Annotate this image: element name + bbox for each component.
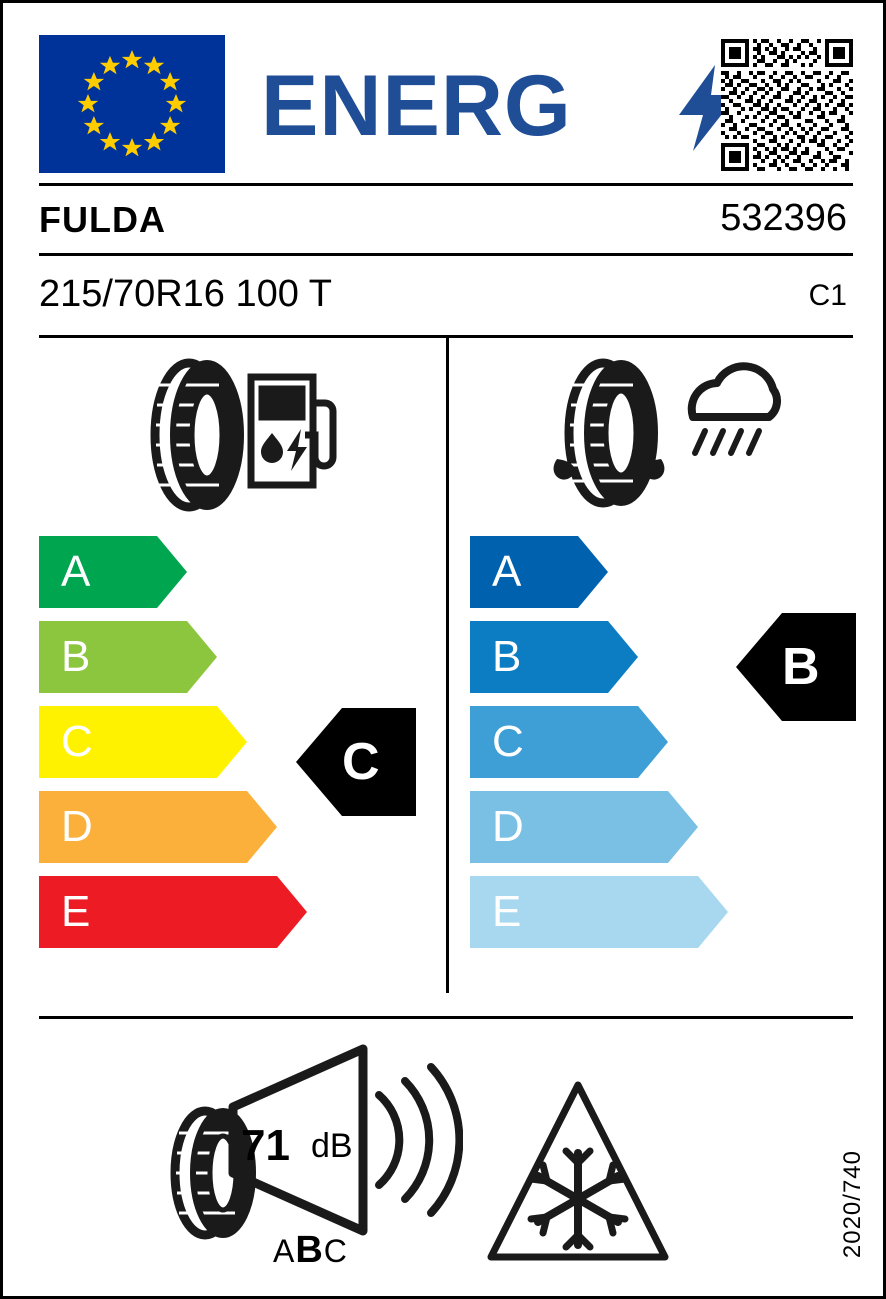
tyre-size: 215/70R16 100 T (39, 273, 332, 315)
wet-grade-b-letter: B (492, 632, 522, 681)
label-header (39, 35, 853, 175)
tyre-icon (569, 363, 655, 503)
fuel-efficiency-pictogram (129, 355, 339, 520)
fuel-grade-d-letter: D (61, 802, 93, 851)
wet-grade-d-letter: D (492, 802, 524, 851)
fuel-grade-b-letter: B (61, 632, 91, 681)
noise-class-a: A (273, 1233, 296, 1269)
divider-brand (39, 253, 853, 256)
divider-top (39, 183, 853, 186)
noise-db-unit: dB (311, 1127, 353, 1165)
noise-class-c: C (323, 1233, 348, 1269)
divider-vertical (446, 338, 449, 993)
wet-rating-letter: B (782, 638, 820, 696)
wet-grade-e-letter: E (492, 887, 522, 936)
fuel-grade-a-letter: A (61, 547, 91, 596)
qr-code-icon (721, 39, 853, 171)
fuel-drop-glyph (261, 429, 307, 471)
fuel-grade-e-letter: E (61, 887, 91, 936)
wet-grip-pictogram (533, 355, 793, 520)
noise-pictogram (163, 1043, 463, 1278)
brand-name: FULDA (39, 199, 166, 240)
wet-rating-marker (736, 613, 856, 721)
sku-number: 532396 (720, 197, 847, 239)
fuel-grade-c-letter: C (61, 717, 93, 766)
rain-cloud-icon (692, 366, 777, 453)
wet-grade-c-letter: C (492, 717, 524, 766)
wet-grade-a-letter: A (492, 547, 522, 596)
eu-flag-stars (39, 35, 225, 173)
divider-bottom (39, 1016, 853, 1019)
noise-db-value: 71 (241, 1121, 290, 1170)
tyre-icon (155, 363, 241, 507)
noise-class-b: B (295, 1229, 324, 1271)
noise-class-scale (273, 1229, 348, 1272)
fuel-rating-marker (296, 708, 416, 816)
fuel-rating-letter: C (342, 733, 380, 791)
regulation-reference: 2020/740 (839, 1149, 866, 1258)
page-title: ENERG (261, 58, 572, 154)
eu-flag-icon (39, 35, 225, 173)
sound-waves-icon (379, 1067, 459, 1213)
tyre-class: C1 (808, 279, 847, 312)
three-peak-mountain-snowflake-icon (487, 1081, 669, 1266)
